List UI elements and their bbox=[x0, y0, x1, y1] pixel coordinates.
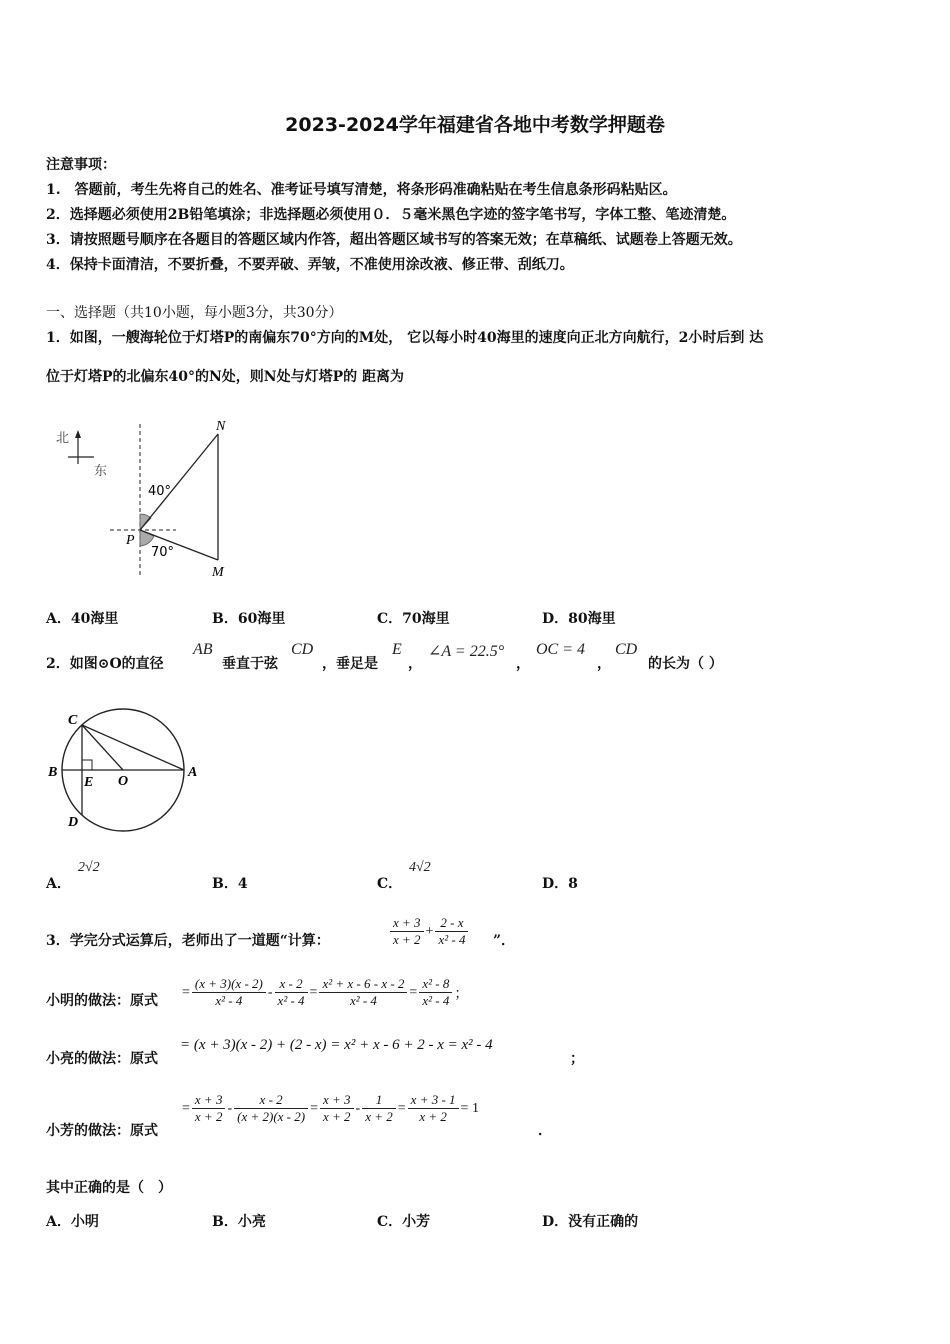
q2-oc: OC = 4 bbox=[536, 641, 586, 658]
q2-comma-3: ， bbox=[597, 656, 611, 672]
q1-figure bbox=[48, 412, 258, 584]
q3-prefix: 3．学完分式运算后，老师出了一道题“计算： bbox=[46, 933, 330, 949]
q2-angle: ∠A = 22.5° bbox=[428, 643, 505, 660]
q2-AB: AB bbox=[193, 641, 213, 658]
q1-line1: 1．如图，一艘海轮位于灯塔P的南偏东70°方向的M处， 它以每小时40海里的速度向正北方向航行，2小时后到 达 bbox=[46, 330, 764, 346]
q2-option-a-value: 2√2 bbox=[78, 860, 100, 875]
q2-comma-1: ， bbox=[408, 656, 422, 672]
q3-suffix: ”． bbox=[493, 933, 516, 949]
q2-mid2: ，垂足是 bbox=[322, 656, 378, 672]
q3-option-a: A．小明 bbox=[46, 1214, 99, 1230]
q3-frac-a: $\frac{x + 3}{x + 2}$ bbox=[390, 915, 424, 949]
q2-E: E bbox=[392, 641, 402, 658]
label-C: C bbox=[68, 713, 78, 728]
q2-option-c-label: C． bbox=[377, 876, 403, 892]
q1-option-d: D．80海里 bbox=[542, 611, 616, 627]
label-B: B bbox=[48, 765, 58, 780]
label-40deg: 40° bbox=[148, 484, 172, 499]
xiaoming-label: 小明的做法：原式 bbox=[46, 993, 158, 1009]
north-label: 北 bbox=[56, 431, 70, 446]
label-D: D bbox=[68, 815, 79, 830]
q1-option-b: B．60海里 bbox=[212, 611, 286, 627]
q2-comma-2: ， bbox=[516, 656, 530, 672]
q3-question: 其中正确的是（ ） bbox=[46, 1180, 172, 1196]
label-E: E bbox=[84, 775, 94, 790]
segment-CO bbox=[82, 725, 123, 770]
section-heading: 一、选择题（共10小题，每小题3分，共30分） bbox=[46, 305, 343, 321]
notice-heading: 注意事项： bbox=[46, 157, 116, 173]
label-M: M bbox=[212, 565, 224, 580]
q3-option-c: C．小芳 bbox=[377, 1214, 431, 1230]
q2-option-a-label: A． bbox=[46, 876, 71, 892]
q1-option-a: A．40海里 bbox=[46, 611, 119, 627]
q2-suffix: 的长为（ ） bbox=[648, 656, 723, 672]
notice-item-2: 2．选择题必须使用2B铅笔填涂；非选择题必须使用０．５毫米黑色字迹的签字笔书写，字体工整、笔迹清楚。 bbox=[46, 207, 736, 223]
xiaoliang-work: = (x + 3)(x - 2) + (2 - x) = x² + x - 6 + 2 - x = x² - 4 bbox=[180, 1037, 493, 1053]
notice-item-1: 1. 答题前，考生先将自己的姓名、准考证号填写清楚，将条形码准确粘贴在考生信息条形码粘贴区。 bbox=[46, 182, 677, 198]
q3-frac-b: $\frac{2 - x}{\text{x² - 4}}$ bbox=[435, 915, 468, 949]
notice-item-4: 4．保持卡面清洁，不要折叠，不要弄破、弄皱，不准使用涂改液、修正带、刮纸刀。 bbox=[46, 257, 574, 273]
page-title: 2023-2024学年福建省各地中考数学押题卷 bbox=[285, 114, 665, 136]
label-70deg: 70° bbox=[151, 545, 175, 560]
label-N: N bbox=[216, 419, 226, 434]
q1-line2: 位于灯塔P的北偏东40°的N处，则N处与灯塔P的 距离为 bbox=[46, 369, 405, 385]
q1-option-c: C．70海里 bbox=[377, 611, 450, 627]
xiaoming-work: = $\frac{(x + 3)(x - 2)}{\text{x² - 4}}$ - $\frac{x - 2}{\text{x² - 4}}$ = $\frac{\text{x² + x - 6 - x - 2}}{\text{x² - 4}}$ = $\frac{\text{x² - 8}}{\text{x² - 4}}$ ； bbox=[182, 976, 469, 1009]
label-A: A bbox=[188, 765, 198, 780]
right-angle-mark-icon bbox=[82, 760, 92, 770]
label-P: P bbox=[126, 533, 135, 548]
q2-option-b: B．4 bbox=[212, 876, 248, 892]
q2-prefix: 2．如图⊙O的直径 bbox=[46, 656, 164, 672]
q2-CD-2: CD bbox=[615, 641, 638, 658]
xiaofang-end: ． bbox=[538, 1123, 552, 1139]
xiaoliang-end: ； bbox=[570, 1051, 584, 1067]
q2-figure bbox=[44, 704, 208, 832]
label-O: O bbox=[118, 774, 129, 789]
q2-CD: CD bbox=[291, 641, 314, 658]
q2-option-d: D．8 bbox=[542, 876, 578, 892]
q3-option-b: B．小亮 bbox=[212, 1214, 266, 1230]
q2-option-c-value: 4√2 bbox=[409, 860, 431, 875]
east-label: 东 bbox=[94, 464, 108, 479]
notice-item-3: 3．请按照题号顺序在各题目的答题区域内作答，超出答题区域书写的答案无效；在草稿纸、试题卷上答题无效。 bbox=[46, 232, 742, 248]
q3-option-d: D．没有正确的 bbox=[542, 1214, 639, 1230]
q3-expression: $\frac{x + 3}{x + 2}$ + $\frac{2 - x}{\text{x² - 4}}$ bbox=[390, 915, 468, 949]
xiaoliang-label: 小亮的做法：原式 bbox=[46, 1051, 158, 1067]
xiaofang-label: 小芳的做法：原式 bbox=[46, 1123, 158, 1139]
q2-mid1: 垂直于弦 bbox=[222, 656, 278, 672]
xiaofang-work: = $\frac{x + 3}{x + 2}$ - $\frac{x - 2}{(x + 2)(x - 2)}$ = $\frac{x + 3}{x + 2}$ - $\frac{1}{x + 2}$ = $\frac{x + 3 - 1}{x + 2}$ = 1 bbox=[182, 1092, 479, 1125]
segment-CA bbox=[82, 725, 184, 770]
